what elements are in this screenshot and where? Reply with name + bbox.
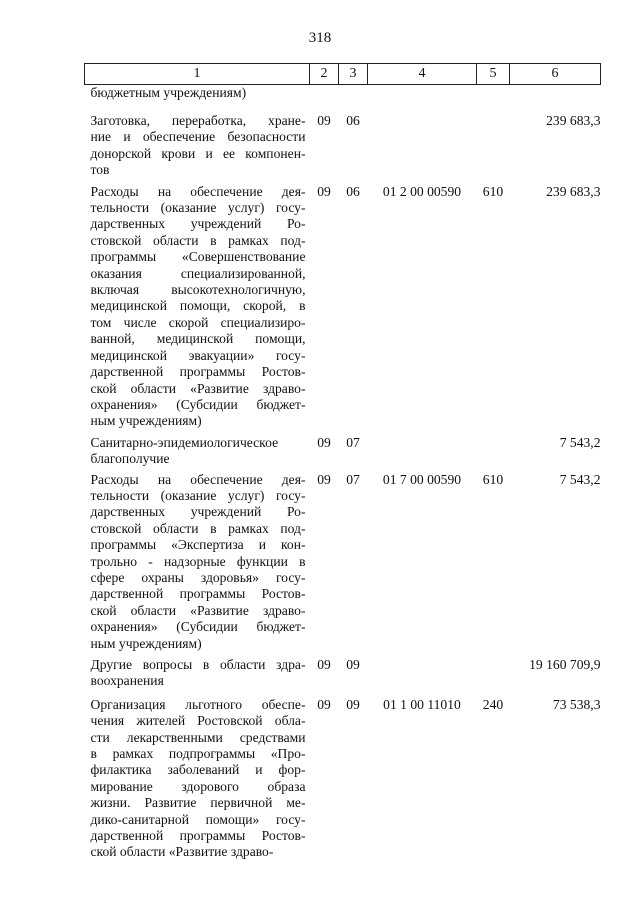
subsection-code: 09 (346, 696, 360, 712)
description-line: том числе скорой специализиро- (90, 314, 306, 330)
description-line: медицинской эвакуации» госу- (90, 347, 306, 363)
amount: 73 538,3 (552, 696, 601, 712)
subsection-code: 06 (346, 183, 360, 199)
expense-type-code: 610 (482, 183, 504, 199)
description-line: программы «Совершенствование (90, 249, 306, 265)
amount (510, 85, 601, 114)
description-line: тельности (оказание услуг) госу- (90, 200, 306, 216)
description-line: мирование здорового образа (90, 778, 306, 794)
subsection-code: 06 (346, 113, 360, 128)
description-line: сфере охраны здоровья» госу- (90, 569, 306, 585)
expense-type-code: 610 (482, 471, 504, 487)
expense-type-code: 240 (482, 696, 504, 712)
header-col-2: 2 (310, 64, 339, 85)
amount: 239 683,3 (546, 183, 601, 199)
section-code: 09 (317, 657, 331, 672)
row-description (85, 184, 310, 435)
description-line: оказания специализированной, (90, 265, 306, 281)
table-row (85, 113, 601, 184)
row-description (85, 113, 310, 184)
description-line: жизни. Развитие первичной ме- (90, 795, 306, 811)
row-description (85, 435, 310, 472)
target-article-code: 01 7 00 00590 (382, 471, 462, 487)
header-col-3: 3 (339, 64, 368, 85)
description-line: донорской крови и ее компонен- (90, 145, 306, 161)
table-row (85, 657, 601, 697)
description-line: Другие вопросы в области здра- (90, 657, 306, 672)
section-code (310, 85, 339, 114)
table-row (85, 435, 601, 472)
amount: 7 543,2 (559, 471, 601, 487)
description-line: в рамках подпрограммы «Про- (90, 746, 306, 762)
description-line: стовской области в рамках под- (90, 232, 306, 248)
description-line: дарственной программы Ростов- (90, 364, 306, 380)
table-row (85, 85, 601, 114)
subsection-code: 07 (346, 471, 360, 487)
subsection-code: 09 (346, 657, 360, 672)
description-line: бюджетным учреждениям) (90, 85, 247, 100)
row-description (85, 657, 310, 697)
page-number: 318 (308, 30, 332, 46)
section-code: 09 (317, 113, 331, 128)
description-line: дарственных учреждений Ро- (90, 504, 306, 520)
header-col-6: 6 (510, 64, 601, 85)
description-line: охранения» (Субсидии бюджет- (90, 396, 306, 412)
description-line: благополучие (90, 451, 170, 467)
description-line: трольно - надзорные функции в (90, 553, 306, 569)
description-line: филактика заболеваний и фор- (90, 762, 306, 778)
table-header-row (85, 64, 601, 85)
table-row (85, 472, 601, 657)
target-article-code (368, 113, 477, 184)
subsection-code (339, 85, 368, 114)
description-line: Расходы на обеспечение дея- (90, 471, 306, 487)
description-line: ской области «Развитие здраво- (90, 380, 306, 396)
target-article-code: 01 2 00 00590 (382, 183, 462, 199)
section-code: 09 (317, 183, 331, 199)
description-line: тельности (оказание услуг) госу- (90, 487, 306, 503)
row-description (85, 472, 310, 657)
description-line: воохранения (90, 673, 164, 689)
description-line: ванной, медицинской помощи, (90, 331, 306, 347)
header-col-4: 4 (368, 64, 477, 85)
description-line: чения жителей Ростовской обла- (90, 713, 306, 729)
header-col-1: 1 (85, 64, 310, 85)
description-line: дарственной программы Ростов- (90, 828, 306, 844)
target-article-code (368, 85, 477, 114)
expense-type-code (477, 657, 510, 697)
description-line: ской области «Развитие здраво- (90, 602, 306, 618)
amount: 7 543,2 (559, 434, 601, 450)
section-code: 09 (317, 434, 331, 450)
description-line: ным учреждениям) (90, 635, 202, 651)
budget-table (84, 63, 601, 861)
description-line: охранения» (Субсидии бюджет- (90, 619, 306, 635)
description-line: Расходы на обеспечение дея- (90, 183, 306, 199)
target-article-code (368, 657, 477, 697)
expense-type-code (477, 113, 510, 184)
description-line: ным учреждениям) (90, 413, 202, 429)
row-description (85, 85, 310, 114)
amount: 239 683,3 (546, 113, 601, 128)
description-line: дарственной программы Ростов- (90, 586, 306, 602)
expense-type-code (477, 85, 510, 114)
description-line: дико-санитарной помощи» госу- (90, 811, 306, 827)
subsection-code: 07 (346, 434, 360, 450)
description-line: программы «Экспертиза и кон- (90, 537, 306, 553)
table-row (85, 697, 601, 861)
target-article-code: 01 1 00 11010 (383, 696, 461, 712)
description-line: тов (90, 162, 110, 178)
description-line: Санитарно-эпидемиологическое (90, 434, 279, 450)
description-line: Заготовка, переработка, хране- (90, 113, 306, 128)
description-line: стовской области в рамках под- (90, 520, 306, 536)
table-body (85, 85, 601, 861)
section-code: 09 (317, 696, 331, 712)
section-code: 09 (317, 471, 331, 487)
description-line: ние и обеспечение безопасности (90, 129, 306, 145)
description-line: дарственных учреждений Ро- (90, 216, 306, 232)
description-line: медицинской помощи, скорой, в (90, 298, 306, 314)
description-line: сти лекарственными средствами (90, 729, 306, 745)
amount: 19 160 709,9 (529, 657, 601, 672)
description-line: ской области «Развитие здраво- (90, 844, 274, 860)
header-col-5: 5 (477, 64, 510, 85)
description-line: включая высокотехнологичную, (90, 282, 306, 298)
description-line: Организация льготного обеспе- (90, 696, 306, 712)
row-description (85, 697, 310, 861)
expense-type-code (477, 435, 510, 472)
table-row (85, 184, 601, 435)
target-article-code (368, 435, 477, 472)
